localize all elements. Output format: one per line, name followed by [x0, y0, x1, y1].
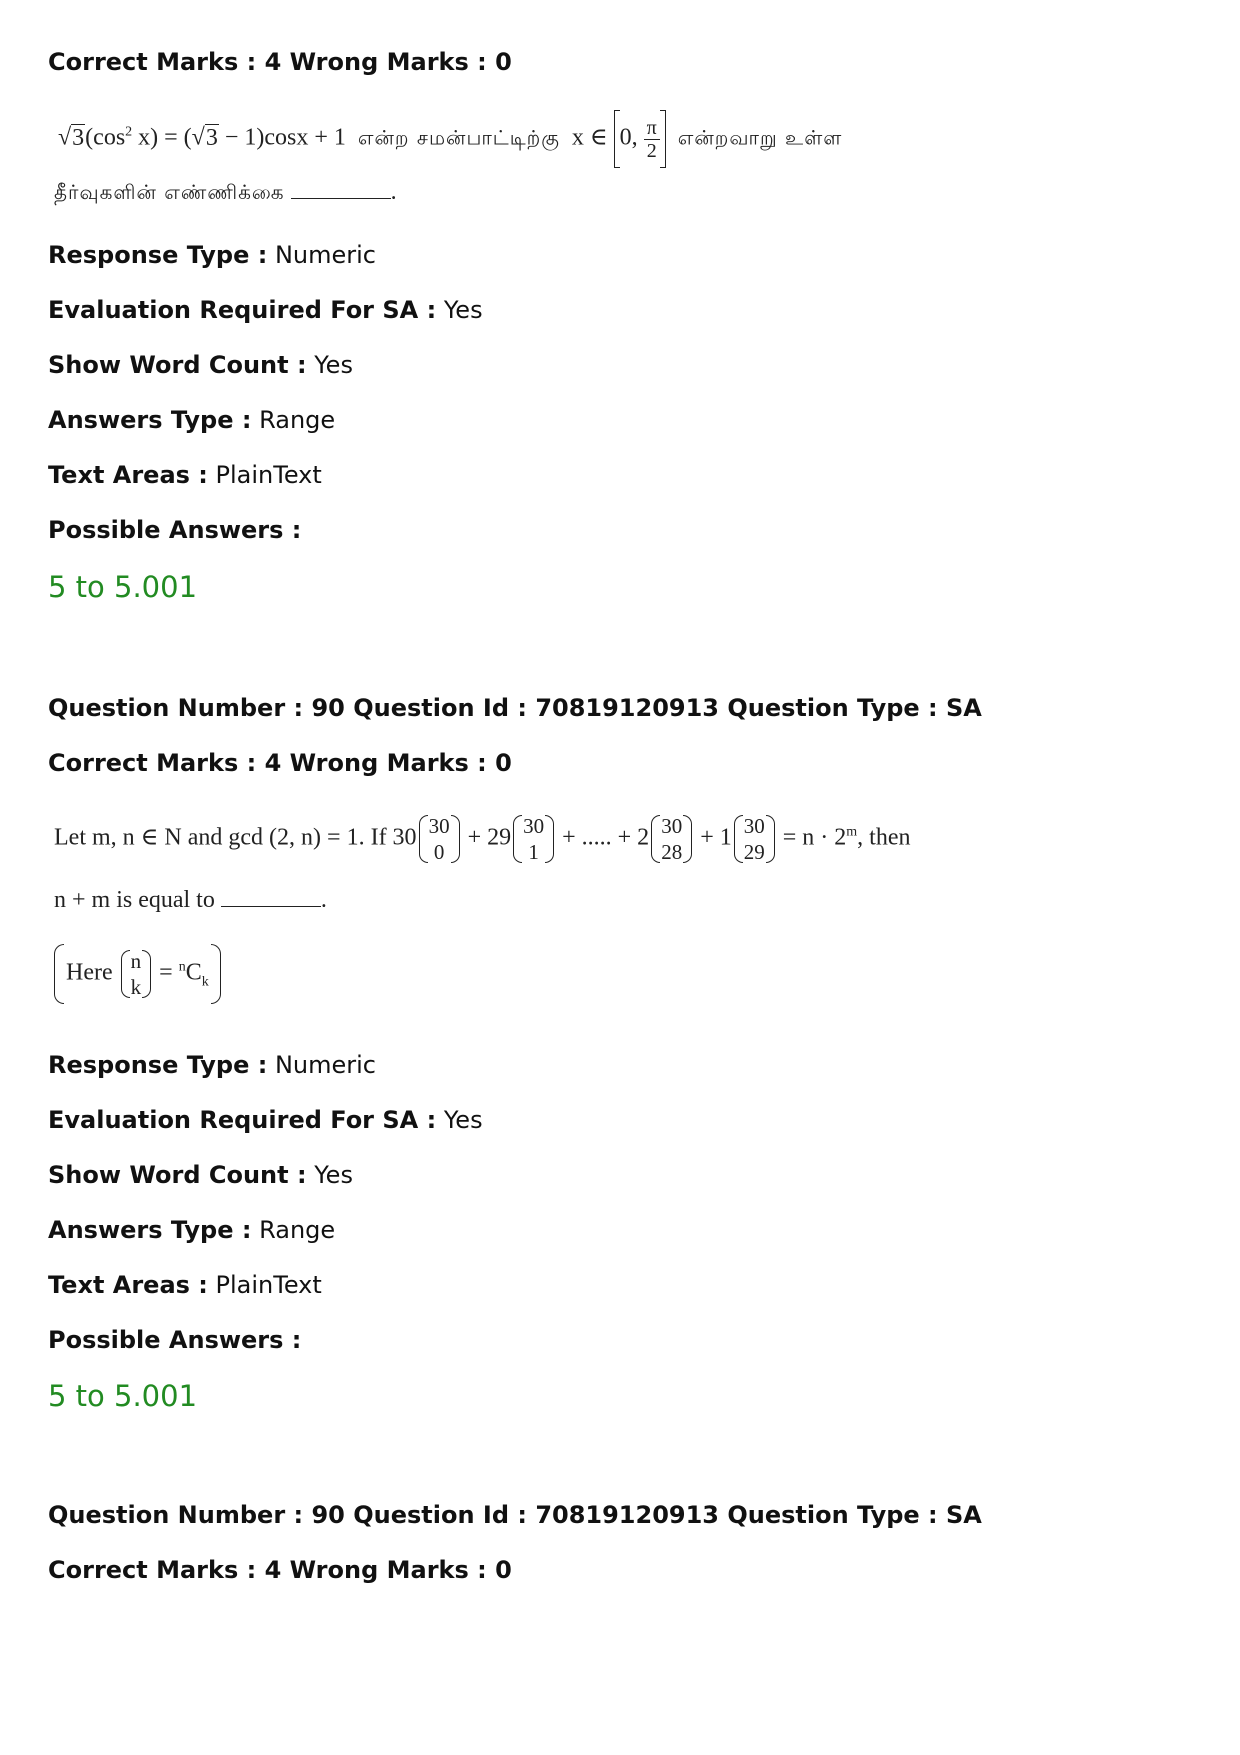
possible-answer-value: 5 to 5.001 [48, 1379, 198, 1413]
field-possible-answers: Possible Answers : [48, 1326, 302, 1354]
field-text-areas: Text Areas : PlainText [48, 461, 322, 489]
question-header: Question Number : 90 Question Id : 70819120913 Question Type : SA [48, 694, 982, 722]
field-evaluation-required: Evaluation Required For SA : Yes [48, 1106, 483, 1134]
marks-text: Correct Marks : 4 Wrong Marks : 0 [48, 48, 512, 76]
field-evaluation-required: Evaluation Required For SA : Yes [48, 296, 483, 324]
field-possible-answers: Possible Answers : [48, 516, 302, 544]
question-note-line: Here n k = $^nC_k$ [54, 948, 221, 1000]
marks-line: Correct Marks : 4 Wrong Marks : 0 [48, 749, 512, 777]
question-equation-line: $√3(\cos^2$ x) = (√3 − 1)cosx + 1 என்ற சமன்பாட்டிற்கு x ∈ 0, $\frac{\pi}{2}$ என்றவாறு உள்ள [58, 110, 842, 168]
field-answers-type: Answers Type : Range [48, 1216, 336, 1244]
field-response-type: Response Type : Numeric [48, 241, 376, 269]
question-header: Question Number : 90 Question Id : 70819120913 Question Type : SA [48, 1501, 982, 1529]
question-binomial-line: Let m, n ∈ N and gcd (2, n) = 1. If 30 30 0 + 29 30 1 + ..... + 2 30 28 + 1 30 29 = $n \cdot 2^m$, then [54, 814, 911, 864]
possible-answer-value: 5 to 5.001 [48, 570, 198, 604]
question-tamil-line2: தீர்வுகளின் எண்ணிக்கை . [54, 179, 397, 205]
field-response-type: Response Type : Numeric [48, 1051, 376, 1079]
field-answers-type: Answers Type : Range [48, 406, 336, 434]
field-show-word-count: Show Word Count : Yes [48, 1161, 353, 1189]
field-text-areas: Text Areas : PlainText [48, 1271, 322, 1299]
marks-line [48, 47, 512, 77]
field-show-word-count: Show Word Count : Yes [48, 351, 353, 379]
question-line2: n + m is equal to . [54, 887, 327, 913]
marks-line: Correct Marks : 4 Wrong Marks : 0 [48, 1556, 512, 1584]
